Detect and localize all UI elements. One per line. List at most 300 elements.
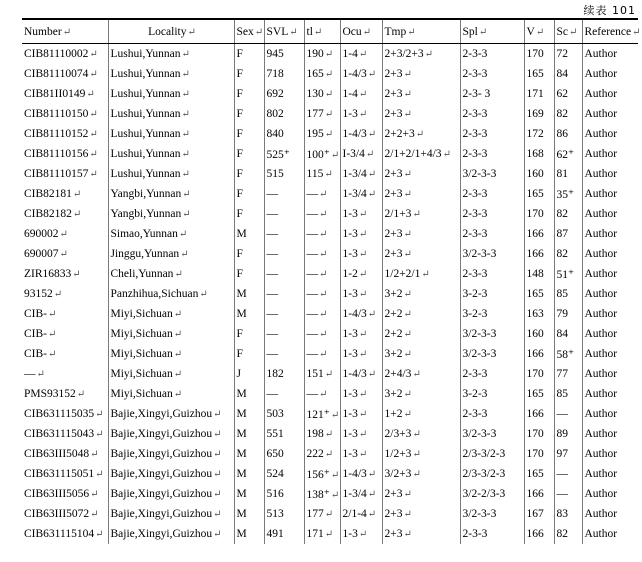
- cell-sc: 77: [554, 364, 582, 384]
- return-mark-icon: ↵: [358, 89, 368, 100]
- return-mark-icon: ↵: [173, 389, 183, 400]
- cell-ocu: 1-3↵: [340, 344, 382, 364]
- cell-v: 165: [524, 184, 554, 204]
- return-mark-icon: ↵: [412, 469, 421, 480]
- cell-tl: 177↵: [304, 104, 340, 124]
- return-mark-icon: ↵: [187, 26, 196, 38]
- cell-sc: 81: [554, 164, 582, 184]
- column-header-spl: [460, 19, 524, 44]
- return-mark-icon: ↵: [213, 529, 222, 540]
- cell-number: CIB63III5056↵: [24, 488, 99, 500]
- column-header-label: Locality: [148, 25, 187, 38]
- column-header-svl: [264, 19, 304, 44]
- return-mark-icon: ↵: [48, 349, 57, 360]
- return-mark-icon: ↵: [442, 149, 451, 160]
- cell-sex: F: [234, 324, 264, 344]
- column-header-sex: [234, 19, 264, 44]
- cell-v: 160: [524, 164, 554, 184]
- return-mark-icon: ↵: [324, 49, 334, 60]
- table-row: [22, 404, 638, 424]
- return-mark-icon: ↵: [569, 26, 578, 38]
- column-header-label: tl: [306, 25, 313, 38]
- column-header-v: [524, 19, 554, 44]
- column-header-sc: [554, 19, 582, 44]
- cell-locality: Lushui,Yunnan↵: [108, 44, 234, 65]
- cell-number: —↵: [24, 368, 45, 380]
- column-header-label: Ocu: [342, 25, 362, 38]
- specimen-table: [22, 18, 641, 544]
- cell-tl: 190↵: [304, 44, 340, 65]
- cell-tmp: 3+2↵: [382, 344, 460, 364]
- cell-number: CIB81110150↵: [24, 108, 98, 120]
- cell-v: 170: [524, 364, 554, 384]
- cell-spl: 3-2-3: [460, 304, 524, 324]
- cell-locality: Cheli,Yunnan↵: [108, 264, 234, 284]
- column-header-label: SVL: [266, 25, 289, 38]
- cell-reference: Author: [582, 464, 638, 484]
- cell-sex: F: [234, 124, 264, 144]
- table-row: [22, 144, 638, 164]
- return-mark-icon: ↵: [213, 509, 222, 520]
- cell-sc: —: [554, 464, 582, 484]
- return-mark-icon: ↵: [324, 429, 334, 440]
- cell-locality: Bajie,Xingyi,Guizhou↵: [108, 444, 234, 464]
- cell-reference: Author: [582, 304, 638, 324]
- cell-sex: F: [234, 344, 264, 364]
- cell-v: 148: [524, 264, 554, 284]
- return-mark-icon: ↵: [365, 149, 375, 160]
- return-mark-icon: ↵: [181, 169, 190, 180]
- cell-number: CIB82182↵: [24, 208, 82, 220]
- return-mark-icon: ↵: [181, 69, 190, 80]
- return-mark-icon: ↵: [324, 509, 334, 520]
- return-mark-icon: ↵: [478, 26, 488, 38]
- cell-number: CIB631115104↵: [24, 528, 104, 540]
- cell-v: 163: [524, 304, 554, 324]
- return-mark-icon: ↵: [403, 529, 412, 540]
- return-mark-icon: ↵: [59, 249, 68, 260]
- cell-svl: —: [264, 384, 304, 404]
- return-mark-icon: ↵: [181, 109, 190, 120]
- cell-sc: 62⁺: [554, 144, 582, 164]
- cell-sex: F: [234, 204, 264, 224]
- cell-tmp: 2+3↵: [382, 524, 460, 544]
- return-mark-icon: ↵: [367, 169, 377, 180]
- table-row: [22, 364, 638, 384]
- column-header-number: [22, 19, 108, 44]
- table-row: [22, 84, 638, 104]
- return-mark-icon: ↵: [367, 509, 377, 520]
- cell-spl: 2-3-3: [460, 184, 524, 204]
- cell-spl: 3-2-3: [460, 384, 524, 404]
- return-mark-icon: ↵: [358, 49, 368, 60]
- cell-number: CIB81110074↵: [24, 68, 98, 80]
- return-mark-icon: ↵: [213, 469, 222, 480]
- cell-spl: 2-3-3: [460, 364, 524, 384]
- table-row: [22, 184, 638, 204]
- cell-svl: —: [264, 344, 304, 364]
- return-mark-icon: ↵: [59, 229, 68, 240]
- cell-spl: 3/2-3-3: [460, 324, 524, 344]
- cell-sex: F: [234, 184, 264, 204]
- column-header-tmp: [382, 19, 460, 44]
- return-mark-icon: ↵: [95, 469, 104, 480]
- return-mark-icon: ↵: [403, 109, 412, 120]
- cell-spl: 3/2-3-3: [460, 424, 524, 444]
- cell-locality: Yangbi,Yunnan↵: [108, 204, 234, 224]
- cell-locality: Miyi,Sichuan↵: [108, 304, 234, 324]
- return-mark-icon: ↵: [358, 329, 368, 340]
- cell-spl: 3/2-3-3: [460, 344, 524, 364]
- cell-number: CIB-↵: [24, 328, 57, 340]
- return-mark-icon: ↵: [367, 189, 377, 200]
- cell-tl: 165↵: [304, 64, 340, 84]
- table-row: [22, 64, 638, 84]
- return-mark-icon: ↵: [181, 129, 190, 140]
- cell-sc: —: [554, 404, 582, 424]
- cell-svl: —: [264, 304, 304, 324]
- cell-tmp: 2/1+2/1+4/3↵: [382, 144, 460, 164]
- cell-ocu: 1-4/3↵: [340, 64, 382, 84]
- column-header-locality: [108, 19, 234, 44]
- cell-tl: 222↵: [304, 444, 340, 464]
- cell-sex: F: [234, 264, 264, 284]
- cell-sex: M: [234, 384, 264, 404]
- return-mark-icon: ↵: [53, 289, 63, 300]
- cell-reference: Author: [582, 444, 638, 464]
- cell-tmp: 1/2+2/1↵: [382, 264, 460, 284]
- table-row: [22, 344, 638, 364]
- return-mark-icon: ↵: [403, 489, 412, 500]
- cell-reference: Author: [582, 324, 638, 344]
- cell-v: 166: [524, 224, 554, 244]
- cell-tl: —↵: [304, 184, 340, 204]
- return-mark-icon: ↵: [89, 169, 98, 180]
- cell-sc: 84: [554, 324, 582, 344]
- cell-locality: Lushui,Yunnan↵: [108, 124, 234, 144]
- cell-ocu: 1-4/3↵: [340, 304, 382, 324]
- cell-spl: 2/3-3/2-3: [460, 464, 524, 484]
- cell-spl: 3/2-3-3: [460, 504, 524, 524]
- cell-sc: 85: [554, 284, 582, 304]
- return-mark-icon: ↵: [330, 490, 340, 501]
- return-mark-icon: ↵: [90, 509, 99, 520]
- return-mark-icon: ↵: [358, 249, 368, 260]
- cell-tmp: 2+3↵: [382, 84, 460, 104]
- return-mark-icon: ↵: [358, 289, 368, 300]
- cell-tl: —↵: [304, 344, 340, 364]
- table-row: [22, 44, 638, 65]
- cell-sc: —: [554, 484, 582, 504]
- cell-spl: 3-2-3: [460, 284, 524, 304]
- cell-tmp: 2+2+3↵: [382, 124, 460, 144]
- cell-locality: Lushui,Yunnan↵: [108, 144, 234, 164]
- return-mark-icon: ↵: [95, 529, 104, 540]
- cell-locality: Yangbi,Yunnan↵: [108, 184, 234, 204]
- cell-sex: M: [234, 224, 264, 244]
- cell-tmp: 2+3↵: [382, 244, 460, 264]
- cell-spl: 2-3-3: [460, 124, 524, 144]
- cell-number: CIB-↵: [24, 348, 57, 360]
- cell-v: 169: [524, 104, 554, 124]
- cell-v: 165: [524, 384, 554, 404]
- return-mark-icon: ↵: [95, 429, 104, 440]
- cell-locality: Bajie,Xingyi,Guizhou↵: [108, 484, 234, 504]
- cell-reference: Author: [582, 144, 638, 164]
- return-mark-icon: ↵: [324, 89, 334, 100]
- table-row: [22, 424, 638, 444]
- return-mark-icon: ↵: [403, 89, 412, 100]
- return-mark-icon: ↵: [319, 249, 328, 260]
- return-mark-icon: ↵: [319, 329, 328, 340]
- return-mark-icon: ↵: [407, 26, 416, 38]
- table-row: [22, 464, 638, 484]
- cell-locality: Miyi,Sichuan↵: [108, 384, 234, 404]
- column-header-tl: [304, 19, 340, 44]
- cell-sex: F: [234, 244, 264, 264]
- return-mark-icon: ↵: [319, 309, 328, 320]
- return-mark-icon: ↵: [358, 429, 368, 440]
- return-mark-icon: ↵: [319, 229, 328, 240]
- cell-tl: —↵: [304, 324, 340, 344]
- return-mark-icon: ↵: [48, 309, 57, 320]
- return-mark-icon: ↵: [403, 229, 412, 240]
- cell-number: CIB81110156↵: [24, 148, 98, 160]
- cell-svl: 551: [264, 424, 304, 444]
- return-mark-icon: ↵: [324, 129, 334, 140]
- return-mark-icon: ↵: [89, 49, 98, 60]
- cell-tmp: 1+2↵: [382, 404, 460, 424]
- cell-ocu: 1-3↵: [340, 244, 382, 264]
- cell-sc: 51⁺: [554, 264, 582, 284]
- return-mark-icon: ↵: [72, 269, 81, 280]
- return-mark-icon: ↵: [62, 26, 72, 38]
- return-mark-icon: ↵: [358, 269, 368, 280]
- cell-locality: Lushui,Yunnan↵: [108, 64, 234, 84]
- cell-tmp: 2+3↵: [382, 224, 460, 244]
- table-row: [22, 284, 638, 304]
- cell-reference: Author: [582, 344, 638, 364]
- return-mark-icon: ↵: [174, 269, 183, 280]
- cell-sc: 97: [554, 444, 582, 464]
- return-mark-icon: ↵: [367, 369, 377, 380]
- cell-svl: —: [264, 244, 304, 264]
- cell-sc: 82: [554, 104, 582, 124]
- cell-sex: F: [234, 84, 264, 104]
- table-row: [22, 104, 638, 124]
- cell-sc: 72: [554, 44, 582, 65]
- cell-spl: 2-3-3: [460, 224, 524, 244]
- cell-number: 93152↵: [24, 288, 63, 300]
- cell-tl: —↵: [304, 244, 340, 264]
- cell-v: 166: [524, 484, 554, 504]
- cell-svl: 525⁺: [264, 144, 304, 164]
- return-mark-icon: ↵: [412, 369, 421, 380]
- return-mark-icon: ↵: [86, 89, 95, 100]
- return-mark-icon: ↵: [632, 26, 641, 38]
- return-mark-icon: ↵: [178, 229, 188, 240]
- cell-v: 172: [524, 124, 554, 144]
- cell-tmp: 2+2↵: [382, 304, 460, 324]
- cell-tmp: 2+3↵: [382, 104, 460, 124]
- cell-reference: Author: [582, 84, 638, 104]
- cell-locality: Lushui,Yunnan↵: [108, 104, 234, 124]
- table-row: [22, 124, 638, 144]
- return-mark-icon: ↵: [362, 26, 372, 38]
- cell-tl: 156⁺↵: [304, 464, 340, 484]
- cell-tmp: 2+3/2+3↵: [382, 44, 460, 65]
- cell-svl: 945: [264, 44, 304, 65]
- cell-locality: Bajie,Xingyi,Guizhou↵: [108, 524, 234, 544]
- return-mark-icon: ↵: [330, 150, 340, 161]
- cell-ocu: 1-4↵: [340, 44, 382, 65]
- cell-v: 166: [524, 344, 554, 364]
- cell-number: CIB63III5072↵: [24, 508, 99, 520]
- cell-sc: 62: [554, 84, 582, 104]
- return-mark-icon: ↵: [358, 449, 368, 460]
- cell-v: 170: [524, 444, 554, 464]
- return-mark-icon: ↵: [358, 209, 368, 220]
- cell-locality: Miyi,Sichuan↵: [108, 364, 234, 384]
- table-row: [22, 324, 638, 344]
- cell-sex: M: [234, 424, 264, 444]
- cell-locality: Bajie,Xingyi,Guizhou↵: [108, 404, 234, 424]
- return-mark-icon: ↵: [358, 349, 368, 360]
- return-mark-icon: ↵: [324, 529, 334, 540]
- cell-v: 171: [524, 84, 554, 104]
- cell-reference: Author: [582, 44, 638, 65]
- cell-tl: 100⁺↵: [304, 144, 340, 164]
- cell-sex: M: [234, 304, 264, 324]
- return-mark-icon: ↵: [367, 469, 377, 480]
- cell-tl: 130↵: [304, 84, 340, 104]
- table-row: [22, 444, 638, 464]
- return-mark-icon: ↵: [36, 369, 45, 380]
- return-mark-icon: ↵: [173, 369, 183, 380]
- cell-spl: 2-3-3: [460, 204, 524, 224]
- cell-locality: Bajie,Xingyi,Guizhou↵: [108, 424, 234, 444]
- cell-tl: 171↵: [304, 524, 340, 544]
- cell-spl: 2-3-3: [460, 264, 524, 284]
- cell-reference: Author: [582, 484, 638, 504]
- cell-locality: Simao,Yunnan↵: [108, 224, 234, 244]
- return-mark-icon: ↵: [358, 109, 368, 120]
- cell-reference: Author: [582, 504, 638, 524]
- return-mark-icon: ↵: [213, 429, 222, 440]
- column-header-label: Sc: [556, 25, 568, 38]
- return-mark-icon: ↵: [412, 449, 421, 460]
- cell-number: 690002↵: [24, 228, 68, 240]
- cell-tl: —↵: [304, 204, 340, 224]
- cell-spl: 2-3-3: [460, 404, 524, 424]
- return-mark-icon: ↵: [424, 49, 434, 60]
- return-mark-icon: ↵: [72, 209, 82, 220]
- return-mark-icon: ↵: [254, 26, 264, 38]
- cell-spl: 2-3-3: [460, 44, 524, 65]
- cell-ocu: I-3/4↵: [340, 144, 382, 164]
- cell-sc: 86: [554, 124, 582, 144]
- cell-ocu: 1-3↵: [340, 404, 382, 424]
- cell-spl: 2-3-3: [460, 64, 524, 84]
- cell-tl: 121⁺↵: [304, 404, 340, 424]
- cell-sc: 82: [554, 244, 582, 264]
- column-header-label: V: [526, 25, 535, 38]
- return-mark-icon: ↵: [319, 269, 328, 280]
- return-mark-icon: ↵: [324, 69, 334, 80]
- cell-svl: 524: [264, 464, 304, 484]
- cell-svl: 491: [264, 524, 304, 544]
- cell-svl: 692: [264, 84, 304, 104]
- return-mark-icon: ↵: [95, 409, 104, 420]
- return-mark-icon: ↵: [313, 26, 323, 38]
- cell-reference: Author: [582, 224, 638, 244]
- cell-tmp: 2+3↵: [382, 64, 460, 84]
- table-row: [22, 204, 638, 224]
- cell-ocu: 1-3↵: [340, 224, 382, 244]
- cell-ocu: 1-3↵: [340, 424, 382, 444]
- table-continuation-caption: 续表 101: [583, 4, 636, 17]
- cell-tl: —↵: [304, 384, 340, 404]
- cell-v: 165: [524, 284, 554, 304]
- cell-tmp: 3+2↵: [382, 284, 460, 304]
- return-mark-icon: ↵: [403, 349, 412, 360]
- return-mark-icon: ↵: [535, 26, 545, 38]
- cell-spl: 2-3-3: [460, 104, 524, 124]
- cell-v: 166: [524, 404, 554, 424]
- cell-svl: 182: [264, 364, 304, 384]
- cell-v: 165: [524, 64, 554, 84]
- cell-locality: Jinggu,Yunnan↵: [108, 244, 234, 264]
- cell-tl: —↵: [304, 264, 340, 284]
- cell-reference: Author: [582, 104, 638, 124]
- cell-sex: M: [234, 524, 264, 544]
- cell-svl: —: [264, 224, 304, 244]
- cell-tmp: 3/2+3↵: [382, 464, 460, 484]
- column-header-reference: [582, 19, 641, 44]
- cell-sex: F: [234, 44, 264, 65]
- cell-tl: —↵: [304, 304, 340, 324]
- cell-tmp: 2+3↵: [382, 504, 460, 524]
- cell-svl: 718: [264, 64, 304, 84]
- cell-tmp: 3+2↵: [382, 384, 460, 404]
- return-mark-icon: ↵: [180, 249, 189, 260]
- return-mark-icon: ↵: [89, 109, 98, 120]
- cell-number: CIB81II0149↵: [24, 88, 95, 100]
- header-row: [22, 19, 638, 44]
- return-mark-icon: ↵: [89, 69, 98, 80]
- cell-locality: Lushui,Yunnan↵: [108, 164, 234, 184]
- cell-svl: —: [264, 264, 304, 284]
- cell-sex: F: [234, 104, 264, 124]
- cell-reference: Author: [582, 204, 638, 224]
- return-mark-icon: ↵: [403, 309, 412, 320]
- cell-sc: 85: [554, 384, 582, 404]
- return-mark-icon: ↵: [358, 389, 368, 400]
- return-mark-icon: ↵: [90, 449, 99, 460]
- table-row: [22, 524, 638, 544]
- return-mark-icon: ↵: [403, 69, 412, 80]
- cell-sc: 82: [554, 524, 582, 544]
- cell-svl: 802: [264, 104, 304, 124]
- return-mark-icon: ↵: [403, 289, 412, 300]
- return-mark-icon: ↵: [412, 429, 421, 440]
- return-mark-icon: ↵: [89, 129, 98, 140]
- return-mark-icon: ↵: [412, 209, 421, 220]
- return-mark-icon: ↵: [89, 149, 98, 160]
- cell-svl: 840: [264, 124, 304, 144]
- cell-sex: F: [234, 64, 264, 84]
- cell-locality: Bajie,Xingyi,Guizhou↵: [108, 464, 234, 484]
